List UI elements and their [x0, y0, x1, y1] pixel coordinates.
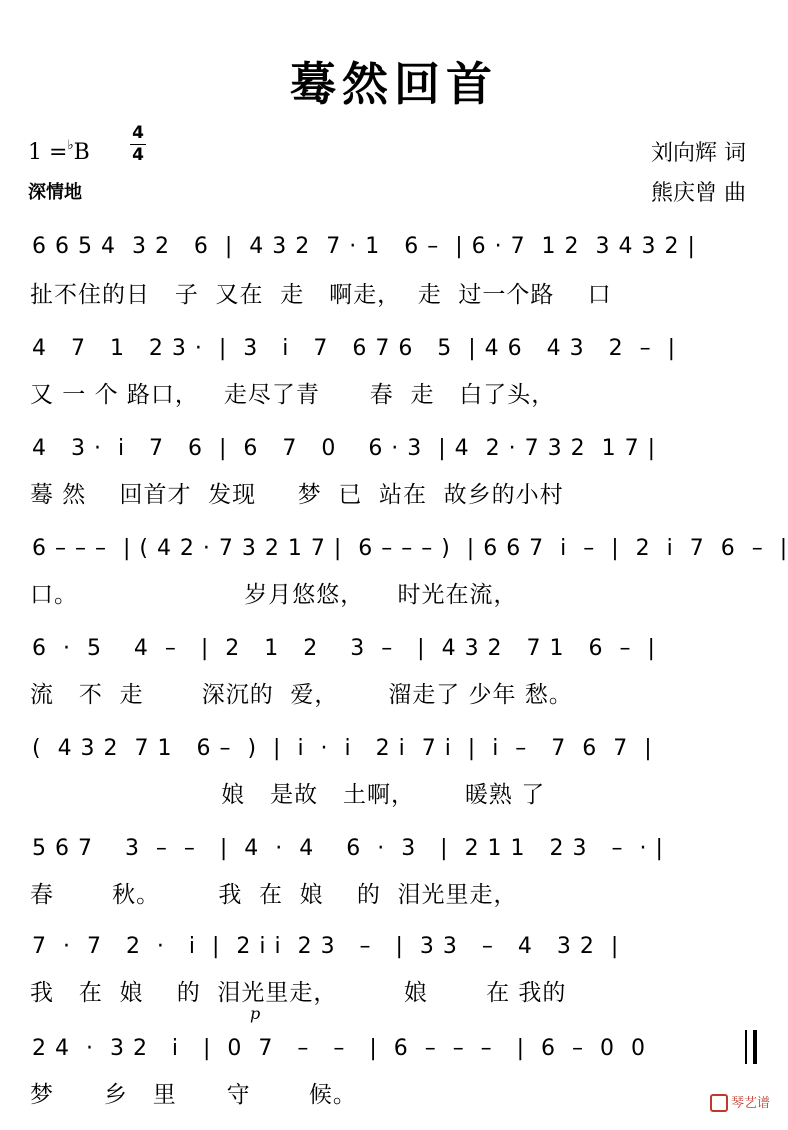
meter-top: 4	[132, 123, 144, 143]
meter-bottom: 4	[132, 145, 144, 165]
dynamic-marking: p	[250, 1004, 261, 1023]
key-label: 1 =	[28, 140, 68, 165]
notation-line-5: 6 · 5 4 – | 2 1 2 3 – | 4 3 2 7 1 6 – |	[32, 636, 656, 661]
notation-line-1: 6 6 5 4 3 2 6 | 4 3 2 7 · 1 6 – | 6 · 7 1 2 3 4 3 2 |	[32, 234, 696, 259]
lyrics-line-2: 又 一 个 路口， 走尽了青 春 走 白了头，	[30, 382, 556, 408]
final-barline	[745, 1030, 757, 1064]
notation-line-2: 4 7 1 2 3 · | 3 i 7 6 7 6 5 | 4 6 4 3 2 – |	[32, 336, 676, 361]
song-title: 蓦然回首	[290, 57, 498, 111]
composer-credit: 熊庆曾 曲	[651, 181, 746, 206]
lyrics-line-4: 口。 岁月悠悠， 时光在流，	[30, 582, 518, 608]
lyrics-line-1: 扯不住的日 子 又在 走 啊走， 走 过一个路 口	[30, 282, 612, 308]
notation-line-4: 6 – – – | ( 4 2 · 7 3 2 1 7 | 6 – – – ) | 6 6 7 i – | 2 i 7 6 – |	[32, 536, 788, 561]
lyrics-line-3: 蓦 然 回首才 发现 梦 已 站在 故乡的小村	[30, 482, 564, 508]
notation-line-6: ( 4 3 2 7 1 6 – ) | i · i 2 i 7 i | i – 7 6 7 |	[32, 736, 653, 761]
lyrics-line-8: 我 在 娘 的 泪光里走， 娘 在 我的	[30, 980, 567, 1006]
flat-sign: ♭	[67, 138, 74, 153]
lyrics-line-6: 娘 是故 土啊， 暖熟 了	[30, 782, 546, 808]
time-signature	[130, 124, 146, 165]
notation-line-9: 2 4 · 3 2 i | 0 7 – – | 6 – – – | 6 – 0 0	[32, 1036, 647, 1061]
lyrics-line-5: 流 不 走 深沉的 爱， 溜走了 少年 愁。	[30, 682, 573, 708]
watermark-text: 琴艺谱	[730, 1095, 770, 1111]
watermark-logo	[710, 1092, 770, 1113]
notation-line-8: 7 · 7 2 · i | 2 i i 2 3 – | 3 3 – 4 3 2 |	[32, 934, 620, 959]
lyrics-line-7: 春 秋。 我 在 娘 的 泪光里走，	[30, 882, 518, 908]
logo-icon	[710, 1094, 728, 1112]
notation-line-3: 4 3 · i 7 6 | 6 7 0 6 · 3 | 4 2 · 7 3 2 1 7 |	[32, 436, 657, 461]
tempo-marking: 深情地	[28, 182, 82, 203]
notation-line-7: 5 6 7 3 – – | 4 · 4 6 · 3 | 2 1 1 2 3 – · |	[32, 836, 664, 861]
lyrics-line-9: 梦 乡 里 守 候。	[30, 1082, 357, 1108]
key-signature	[28, 138, 90, 165]
key-note: B	[73, 140, 90, 165]
lyricist-credit: 刘向辉 词	[651, 141, 746, 166]
